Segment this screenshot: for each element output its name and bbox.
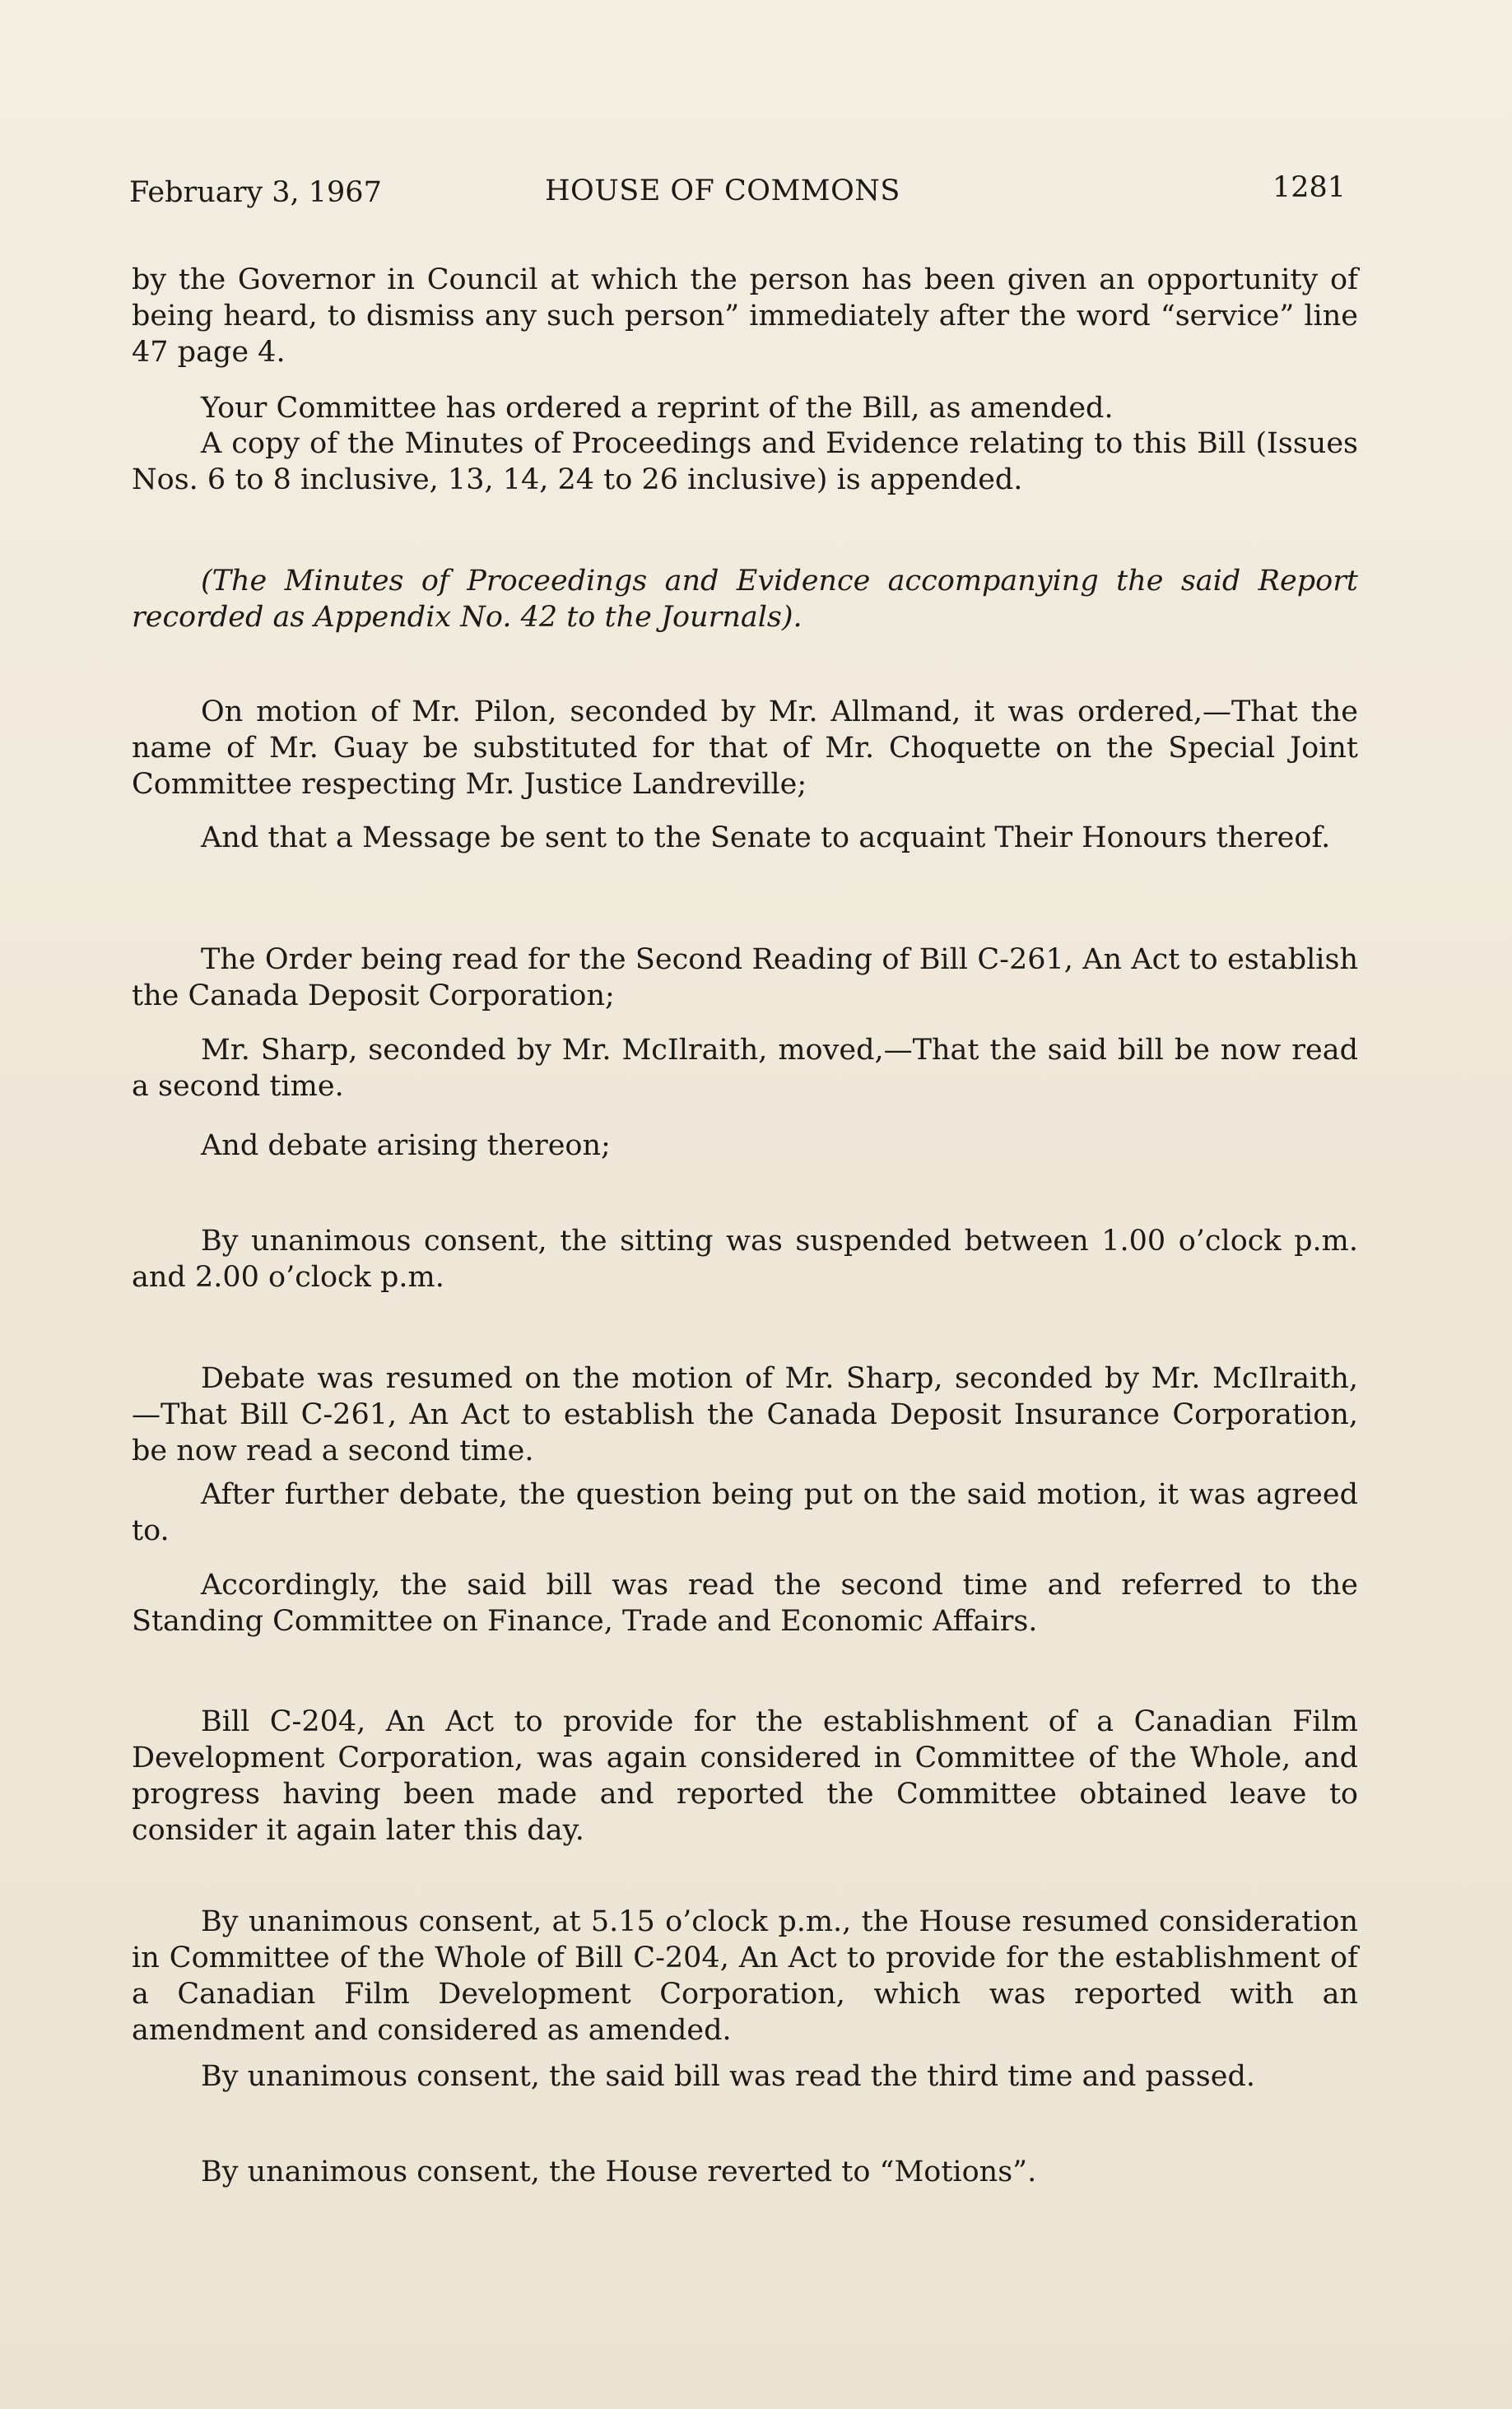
header-title: HOUSE OF COMMONS [545, 174, 900, 207]
paragraph-minutes-appended: A copy of the Minutes of Proceedings and Evidence relating to this Bill (Issues Nos. 6 to 8 inclusive, 13, 14, 24 to 26 inclusive) is appended. [132, 427, 1358, 496]
paragraph-bill-c204-committee: Bill C-204, An Act to provide for the establishment of a Canadian Film Development Corporation, was again considered in Committee of the Whole, and progress having been made and reported the Committee obtained leave to consider it again later this day. [132, 1705, 1358, 1847]
paragraph-message-senate: And that a Message be sent to the Senate to acquaint Their Honours thereof. [201, 821, 1331, 854]
paragraph-house-resumed: By unanimous consent, at 5.15 o’clock p.m., the House resumed consideration in Committee of the Whole of Bill C-204, An Act to provide for the establishment of a Canadian Film Development Corporation, which was reported with an amendment and considered as amended. [132, 1905, 1358, 2047]
paragraph-referred-committee: Accordingly, the said bill was read the second time and referred to the Standing Committee on Finance, Trade and Economic Affairs. [132, 1569, 1358, 1638]
paragraph-sitting-suspended: By unanimous consent, the sitting was suspended between 1.00 o’clock p.m. and 2.00 o’clock p.m. [132, 1225, 1358, 1294]
paragraph-reverted-motions: By unanimous consent, the House reverted to “Motions”. [201, 2156, 1037, 2188]
paragraph-reprint-ordered: Your Committee has ordered a reprint of the Bill, as amended. [201, 392, 1114, 425]
paragraph-debate-resumed: Debate was resumed on the motion of Mr. Sharp, seconded by Mr. McIlraith, —That Bill C-261, An Act to establish the Canada Deposit Insurance Corporation, be now read a second time. [132, 1362, 1358, 1467]
paragraph-debate-arising: And debate arising thereon; [201, 1129, 611, 1162]
paragraph-question-agreed: After further debate, the question being put on the said motion, it was agreed to. [132, 1478, 1358, 1547]
header-date: February 3, 1967 [129, 176, 382, 209]
paragraph-appendix-note: (The Minutes of Proceedings and Evidence accompanying the said Report recorded as Appendix No. 42 to the Journals). [132, 565, 1358, 634]
paragraph-motion-sharp: Mr. Sharp, seconded by Mr. McIlraith, moved,—That the said bill be now read a second time. [132, 1034, 1358, 1103]
paragraph-third-reading: By unanimous consent, the said bill was read the third time and passed. [201, 2060, 1255, 2093]
paragraph-motion-pilon: On motion of Mr. Pilon, seconded by Mr. Allmand, it was ordered,—That the name of Mr. Guay be substituted for that of Mr. Choquette on the Special Joint Committee respecting Mr. Justice Landreville; [132, 695, 1358, 801]
page-header [129, 171, 1346, 212]
paragraph-order-second-reading: The Order being read for the Second Reading of Bill C-261, An Act to establish the Canada Deposit Corporation; [132, 943, 1358, 1012]
paragraph-amendment-continuation: by the Governor in Council at which the person has been given an opportunity of being heard, to dismiss any such person” immediately after the word “service” line 47 page 4. [132, 263, 1358, 369]
header-page-number: 1281 [1272, 171, 1346, 204]
